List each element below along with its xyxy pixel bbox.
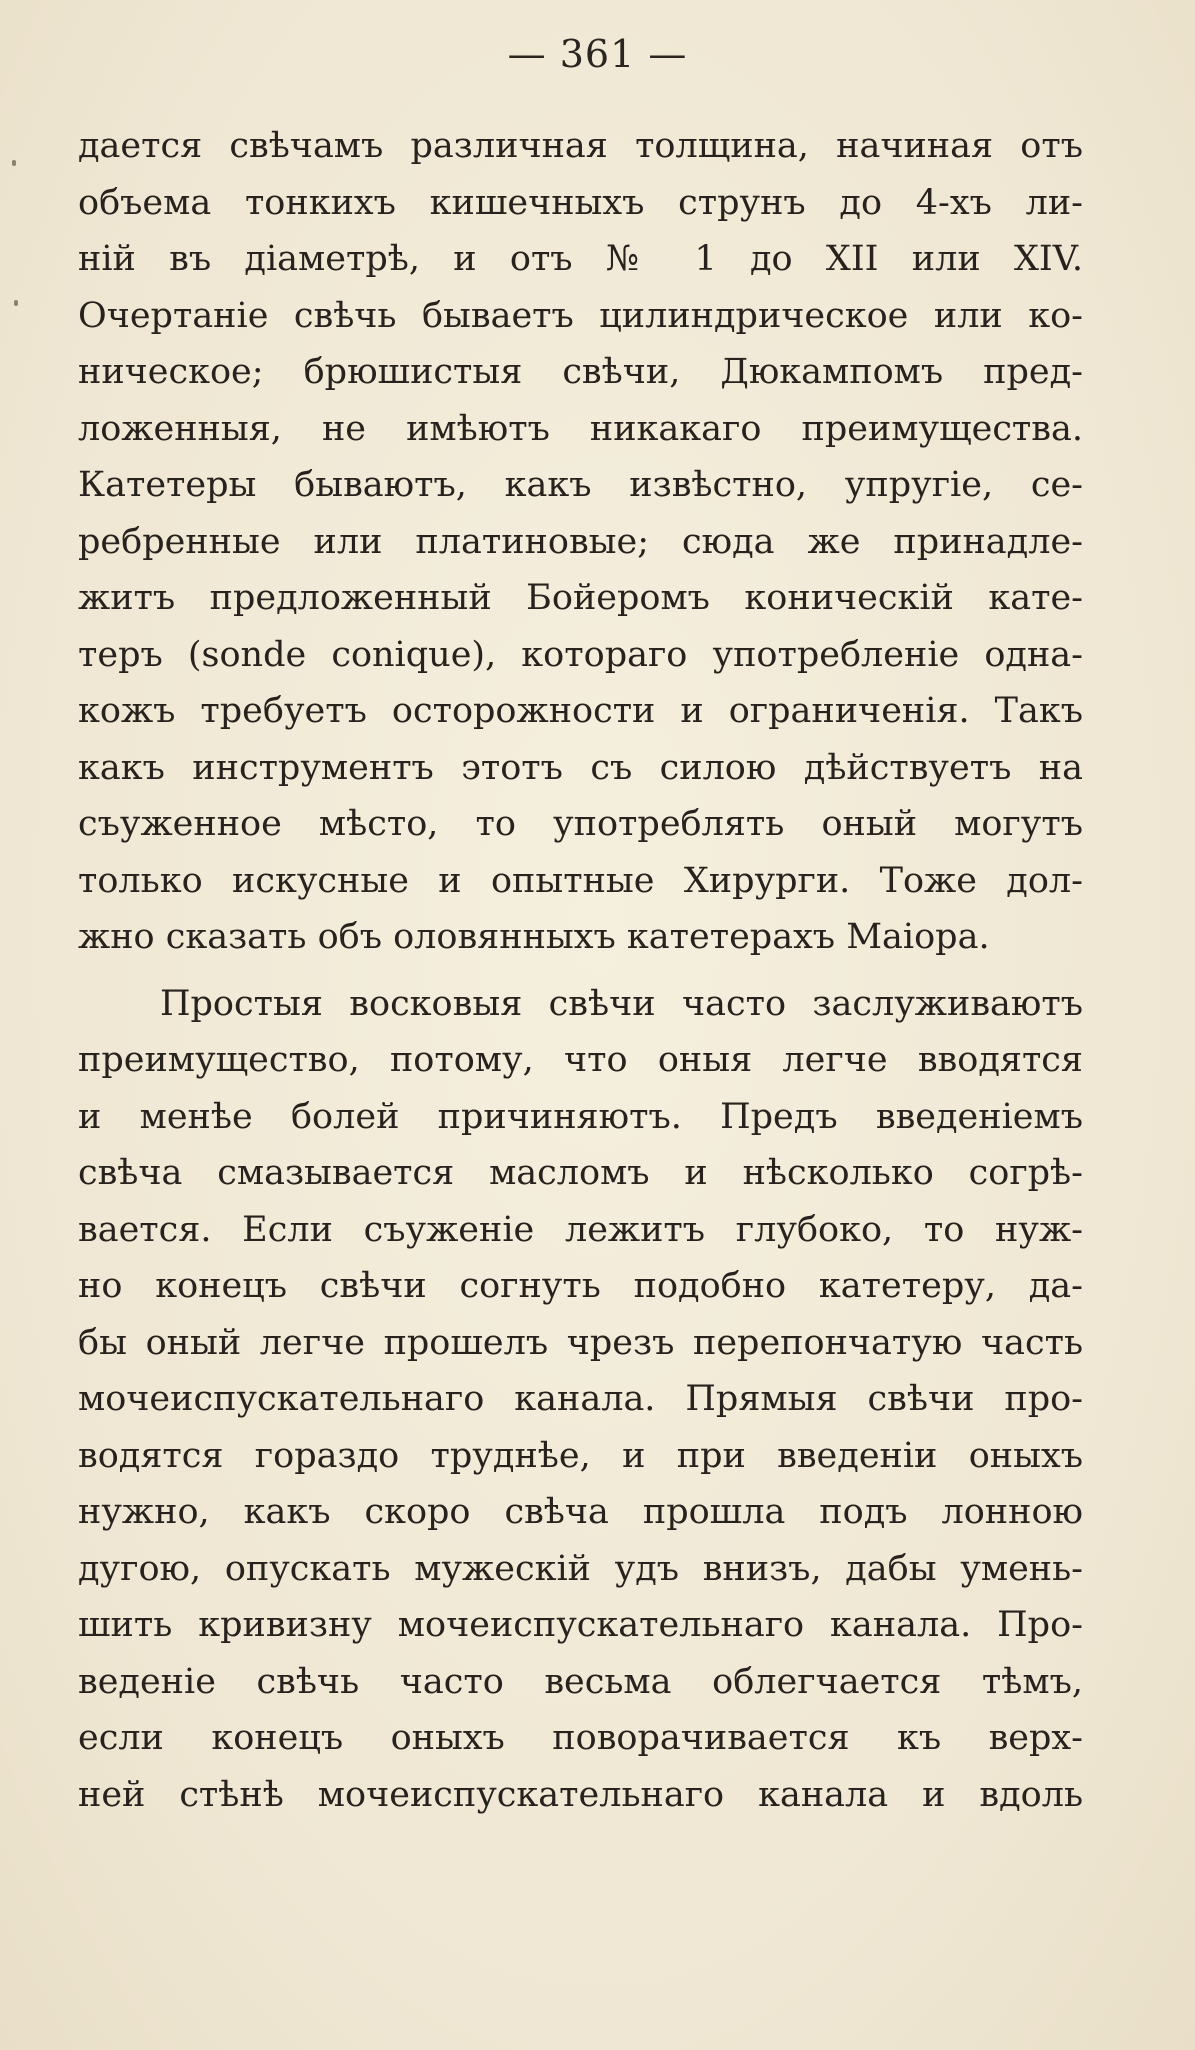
text-line: ней стѣнѣ мочеиспускательнаго канала и вдоль [78,1774,1083,1815]
text-line: теръ (sonde conique), котораго употребленіе одна- [78,634,1083,675]
text-line: ній въ діаметрѣ, и отъ № 1 до XII или XIV. [78,239,1083,279]
text-line: какъ инструментъ этотъ съ силою дѣйствуетъ на [78,747,1083,788]
text-line: объема тонкихъ кишечныхъ струнъ до 4-хъ ли- [78,182,1083,223]
text-line: только искусные и опытные Хирурги. Тоже дол- [78,860,1083,901]
text-line: водятся гораздо труднѣе, и при введеніи оныхъ [78,1435,1083,1476]
margin-speck [12,160,16,166]
text-line: Катетеры бываютъ, какъ извѣстно, упругіе, се- [78,465,1083,505]
text-line: Простыя восковыя свѣчи часто заслуживаютъ [160,983,1083,1024]
text-line: съуженное мѣсто, то употреблять оный могутъ [78,804,1083,844]
text-line: мочеиспускательнаго канала. Прямыя свѣчи про- [78,1379,1083,1419]
text-line: преимущество, потому, что оныя легче вводятся [78,1040,1083,1080]
page-number: — 361 — [507,32,688,76]
text-line: Очертаніе свѣчь бываетъ цилиндрическое или ко- [78,295,1083,336]
text-line: кожъ требуетъ осторожности и ограниченія. Такъ [78,691,1083,731]
text-line: но конецъ свѣчи согнуть подобно катетеру, да- [78,1266,1083,1306]
text-line: дугою, опускать мужескій удъ внизъ, дабы умень- [78,1548,1083,1589]
text-line: бы оный легче прошелъ чрезъ перепончатую часть [78,1322,1083,1363]
margin-speck [14,300,18,306]
text-line: если конецъ оныхъ поворачивается къ верх- [78,1718,1083,1758]
text-line: шить кривизну мочеиспускательнаго канала. Про- [78,1605,1083,1645]
body-text [78,118,1083,1823]
text-line: дается свѣчамъ различная толщина, начиная отъ [78,126,1083,166]
text-line: вается. Если съуженіе лежитъ глубоко, то нуж- [78,1209,1083,1250]
text-line: жно сказать объ оловянныхъ катетерахъ Маіора. [78,917,990,957]
text-line: нужно, какъ скоро свѣча прошла подъ лонною [78,1492,1083,1532]
paragraph-gap [78,966,1083,976]
text-line: веденіе свѣчь часто весьма облегчается тѣмъ, [78,1661,1083,1702]
text-line: ложенныя, не имѣютъ никакаго преимущества. [78,408,1083,449]
text-line: свѣча смазывается масломъ и нѣсколько согрѣ- [78,1153,1083,1193]
text-line: и менѣе болей причиняютъ. Предъ введеніемъ [78,1096,1083,1137]
text-line: ребренные или платиновые; сюда же принадле- [78,521,1083,562]
text-line: житъ предложенный Бойеромъ коническій кате- [78,578,1083,618]
text-line: ническое; брюшистыя свѣчи, Дюкампомъ пред- [78,352,1083,392]
